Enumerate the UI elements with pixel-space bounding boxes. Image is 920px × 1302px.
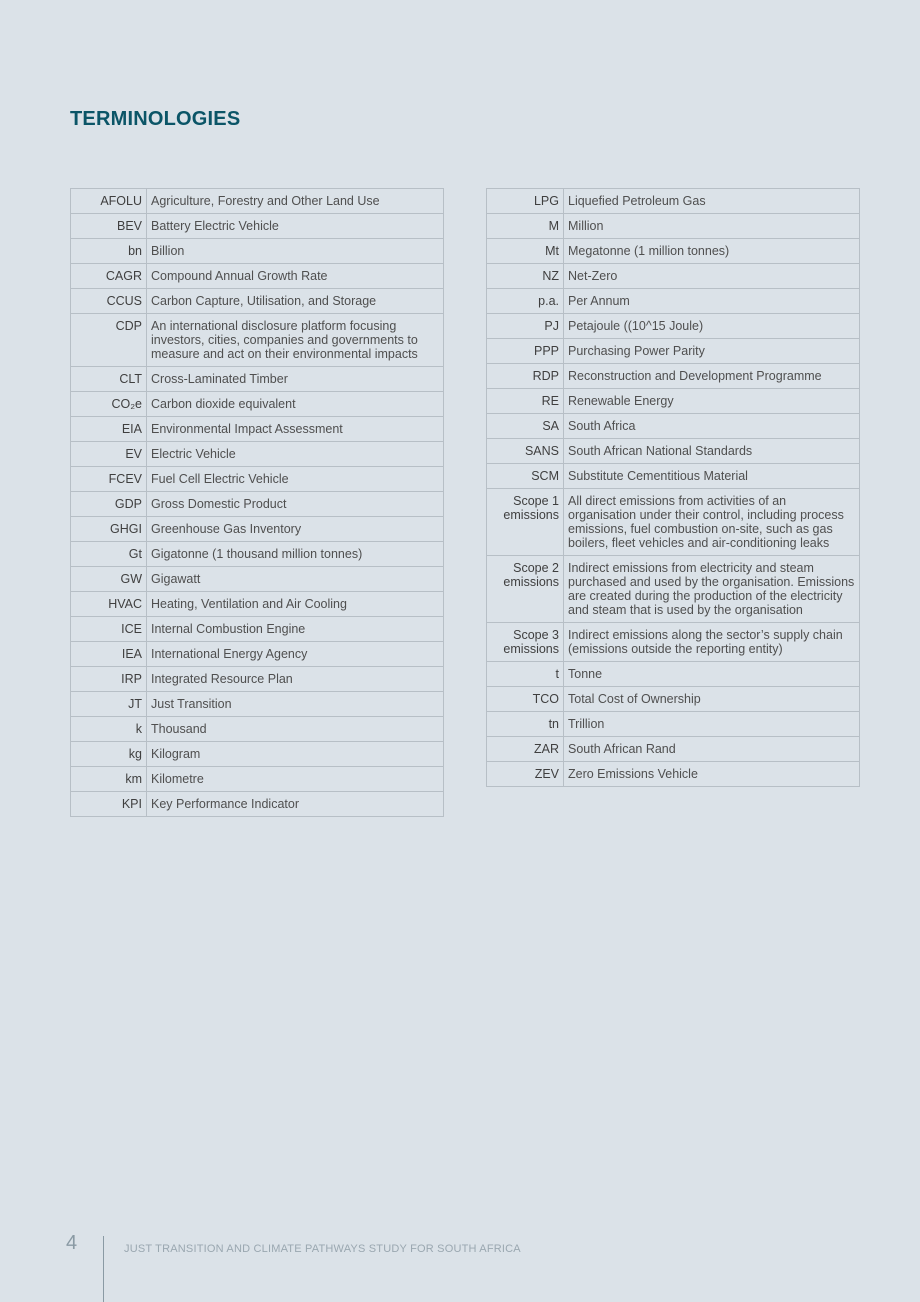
term-row <box>71 417 444 442</box>
term-definition: Agriculture, Forestry and Other Land Use <box>147 189 444 214</box>
term-row <box>487 489 860 556</box>
term-definition: Purchasing Power Parity <box>564 339 860 364</box>
term-abbreviation: PJ <box>487 314 564 339</box>
term-row <box>71 189 444 214</box>
term-definition: Tonne <box>564 662 860 687</box>
term-definition: All direct emissions from activities of an organisation under their control, including process emissions, fuel combustion on-site, such as gas boilers, fleet vehicles and air-conditioning leaks <box>564 489 860 556</box>
term-abbreviation: FCEV <box>71 467 147 492</box>
term-abbreviation: GW <box>71 567 147 592</box>
terminology-table-right-body <box>487 189 860 787</box>
term-row <box>71 367 444 392</box>
term-definition: Reconstruction and Development Programme <box>564 364 860 389</box>
term-definition: Indirect emissions along the sector’s supply chain (emissions outside the reporting entity) <box>564 623 860 662</box>
term-row <box>487 389 860 414</box>
term-abbreviation: IEA <box>71 642 147 667</box>
term-definition: Net-Zero <box>564 264 860 289</box>
term-row <box>487 364 860 389</box>
term-abbreviation: EIA <box>71 417 147 442</box>
term-row <box>71 542 444 567</box>
term-row <box>487 414 860 439</box>
term-definition: Indirect emissions from electricity and steam purchased and used by the organisation. Emissions are created during the production of the electricity and steam that is used by the organisation <box>564 556 860 623</box>
term-abbreviation: AFOLU <box>71 189 147 214</box>
term-definition: Renewable Energy <box>564 389 860 414</box>
footer-divider <box>103 1236 104 1302</box>
term-abbreviation: Scope 1 emissions <box>487 489 564 556</box>
term-abbreviation: GHGI <box>71 517 147 542</box>
term-definition: Billion <box>147 239 444 264</box>
term-definition: Fuel Cell Electric Vehicle <box>147 467 444 492</box>
term-definition: Greenhouse Gas Inventory <box>147 517 444 542</box>
term-abbreviation: IRP <box>71 667 147 692</box>
term-abbreviation: tn <box>487 712 564 737</box>
term-abbreviation: KPI <box>71 792 147 817</box>
term-abbreviation: EV <box>71 442 147 467</box>
term-abbreviation: RDP <box>487 364 564 389</box>
term-row <box>71 717 444 742</box>
term-row <box>71 392 444 417</box>
term-row <box>71 692 444 717</box>
term-abbreviation: t <box>487 662 564 687</box>
term-row <box>71 264 444 289</box>
term-abbreviation: bn <box>71 239 147 264</box>
term-row <box>487 662 860 687</box>
term-definition: Cross-Laminated Timber <box>147 367 444 392</box>
term-abbreviation: LPG <box>487 189 564 214</box>
term-abbreviation: JT <box>71 692 147 717</box>
term-abbreviation: k <box>71 717 147 742</box>
term-abbreviation: ZEV <box>487 762 564 787</box>
term-row <box>71 617 444 642</box>
term-definition: Electric Vehicle <box>147 442 444 467</box>
term-definition: Just Transition <box>147 692 444 717</box>
term-definition: Carbon Capture, Utilisation, and Storage <box>147 289 444 314</box>
terminology-table-left-body <box>71 189 444 817</box>
terminology-table-right <box>486 188 860 787</box>
term-abbreviation: RE <box>487 389 564 414</box>
term-definition: International Energy Agency <box>147 642 444 667</box>
term-abbreviation: GDP <box>71 492 147 517</box>
term-row <box>71 742 444 767</box>
term-abbreviation: TCO <box>487 687 564 712</box>
term-definition: Substitute Cementitious Material <box>564 464 860 489</box>
term-row <box>71 289 444 314</box>
term-row <box>71 442 444 467</box>
term-definition: South African National Standards <box>564 439 860 464</box>
term-abbreviation: ICE <box>71 617 147 642</box>
term-abbreviation: PPP <box>487 339 564 364</box>
term-row <box>487 239 860 264</box>
term-row <box>71 592 444 617</box>
term-row <box>71 314 444 367</box>
term-definition: Petajoule ((10^15 Joule) <box>564 314 860 339</box>
term-abbreviation: SCM <box>487 464 564 489</box>
term-abbreviation: CAGR <box>71 264 147 289</box>
term-row <box>487 439 860 464</box>
term-row <box>71 492 444 517</box>
term-abbreviation: Mt <box>487 239 564 264</box>
term-definition: An international disclosure platform focusing investors, cities, companies and governments to measure and act on their environmental impacts <box>147 314 444 367</box>
term-definition: Gigatonne (1 thousand million tonnes) <box>147 542 444 567</box>
page-title: TERMINOLOGIES <box>70 108 241 130</box>
term-definition: Heating, Ventilation and Air Cooling <box>147 592 444 617</box>
term-definition: Gigawatt <box>147 567 444 592</box>
term-abbreviation: CLT <box>71 367 147 392</box>
term-row <box>487 623 860 662</box>
term-definition: Thousand <box>147 717 444 742</box>
term-abbreviation: M <box>487 214 564 239</box>
term-definition: Compound Annual Growth Rate <box>147 264 444 289</box>
term-abbreviation: CDP <box>71 314 147 367</box>
term-definition: Megatonne (1 million tonnes) <box>564 239 860 264</box>
page-number: 4 <box>66 1232 78 1254</box>
term-definition: Internal Combustion Engine <box>147 617 444 642</box>
term-definition: Trillion <box>564 712 860 737</box>
term-row <box>487 214 860 239</box>
term-row <box>487 314 860 339</box>
term-definition: Gross Domestic Product <box>147 492 444 517</box>
term-definition: Kilogram <box>147 742 444 767</box>
term-definition: Key Performance Indicator <box>147 792 444 817</box>
terminology-table-left <box>70 188 444 817</box>
term-row <box>71 792 444 817</box>
term-row <box>487 189 860 214</box>
term-row <box>487 264 860 289</box>
term-row <box>71 767 444 792</box>
term-definition: Kilometre <box>147 767 444 792</box>
term-row <box>487 737 860 762</box>
term-row <box>487 712 860 737</box>
term-row <box>71 567 444 592</box>
term-abbreviation: SA <box>487 414 564 439</box>
term-abbreviation: km <box>71 767 147 792</box>
term-abbreviation: Gt <box>71 542 147 567</box>
term-abbreviation: SANS <box>487 439 564 464</box>
term-row <box>487 339 860 364</box>
term-row <box>71 667 444 692</box>
term-definition: Environmental Impact Assessment <box>147 417 444 442</box>
term-definition: Battery Electric Vehicle <box>147 214 444 239</box>
term-abbreviation: HVAC <box>71 592 147 617</box>
term-definition: South African Rand <box>564 737 860 762</box>
term-abbreviation: BEV <box>71 214 147 239</box>
term-abbreviation: p.a. <box>487 289 564 314</box>
term-row <box>71 239 444 264</box>
term-row <box>71 214 444 239</box>
term-definition: Carbon dioxide equivalent <box>147 392 444 417</box>
term-definition: Million <box>564 214 860 239</box>
term-abbreviation: Scope 2 emissions <box>487 556 564 623</box>
term-abbreviation: CCUS <box>71 289 147 314</box>
term-row <box>71 517 444 542</box>
term-definition: Per Annum <box>564 289 860 314</box>
term-row <box>487 464 860 489</box>
term-definition: Integrated Resource Plan <box>147 667 444 692</box>
term-definition: Liquefied Petroleum Gas <box>564 189 860 214</box>
term-row <box>71 467 444 492</box>
term-definition: Total Cost of Ownership <box>564 687 860 712</box>
term-abbreviation: CO₂e <box>71 392 147 417</box>
term-definition: Zero Emissions Vehicle <box>564 762 860 787</box>
term-abbreviation: ZAR <box>487 737 564 762</box>
term-abbreviation: kg <box>71 742 147 767</box>
term-row <box>487 687 860 712</box>
term-row <box>71 642 444 667</box>
term-abbreviation: Scope 3 emissions <box>487 623 564 662</box>
term-row <box>487 289 860 314</box>
term-row <box>487 556 860 623</box>
footer-running-title: JUST TRANSITION AND CLIMATE PATHWAYS STUDY FOR SOUTH AFRICA <box>124 1243 521 1255</box>
term-definition: South Africa <box>564 414 860 439</box>
term-abbreviation: NZ <box>487 264 564 289</box>
term-row <box>487 762 860 787</box>
